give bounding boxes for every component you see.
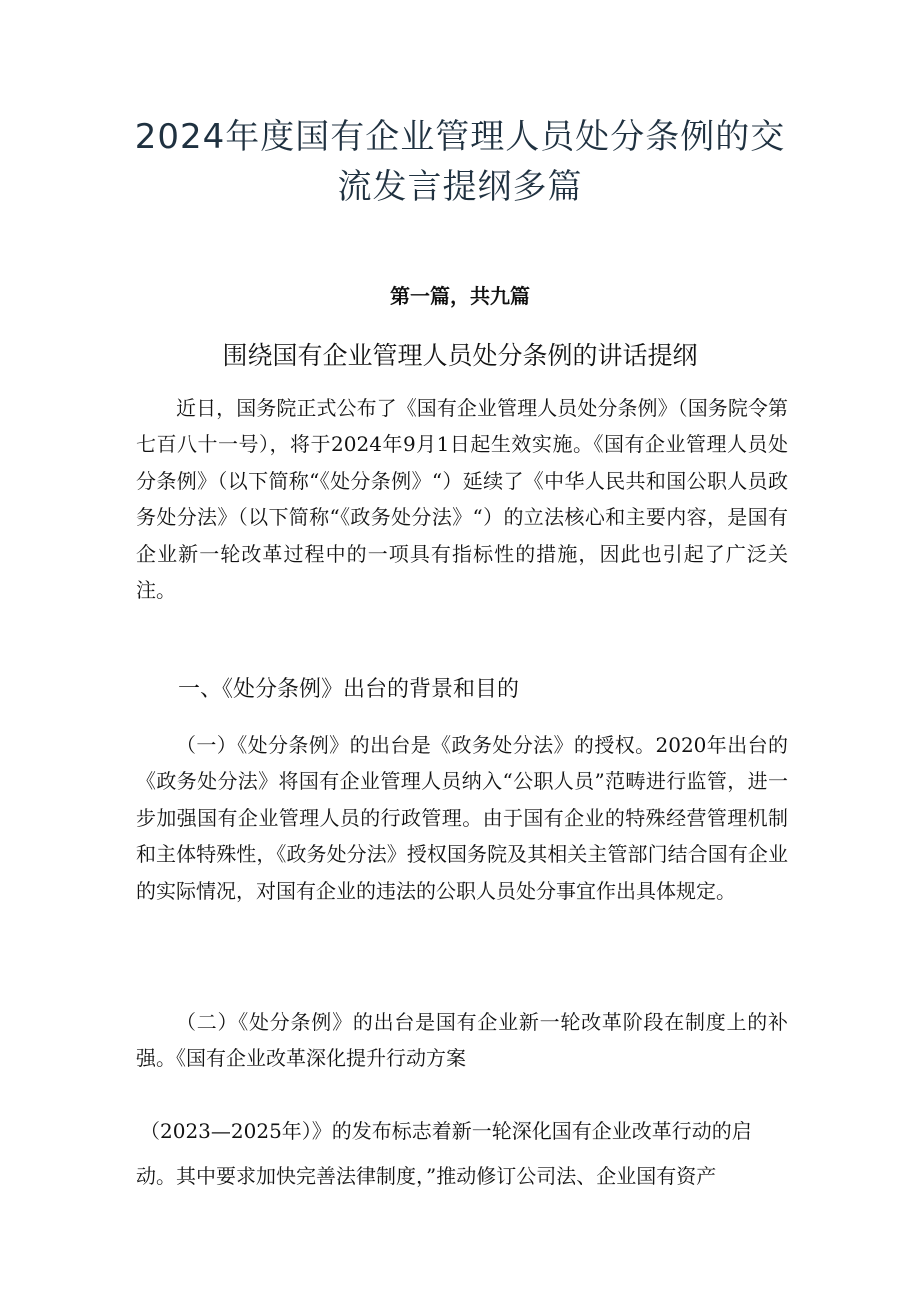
title-line-1: 2024年度国有企业管理人员处分条例的交 [134, 117, 786, 157]
section-subtitle: 围绕国有企业管理人员处分条例的讲话提纲 [222, 341, 698, 370]
paragraph-intro: 近日，国务院正式公布了《国有企业管理人员处分条例》（国务院令第七百八十一号），将于2024年9月1日起生效实施。《国有企业管理人员处分条例》（以下简称“《处分条例》“）延续了《中华人民共和国公职人员政务处分法》（以下简称“《政务处分法》“）的立法核心和主要内容，是国有企业新一轮改革过程中的一项具有指标性的措施，因此也引起了广泛关注。 [136, 396, 788, 603]
title-line-2: 流发言提纲多篇 [337, 167, 583, 207]
part-label: 第一篇，共九篇 [390, 284, 530, 308]
text-line-reform-plan: （2023—2025年）》的发布标志着新一轮深化国有企业改革行动的启 [140, 1119, 752, 1143]
paragraph-reform: （二）《处分条例》的出台是国有企业新一轮改革阶段在制度上的补强。《国有企业改革深化提升行动方案 [136, 1010, 788, 1071]
text-line-legal-system: 动。其中要求加快完善法律制度，”推动修订公司法、企业国有资产 [136, 1164, 717, 1188]
heading-background-purpose: 一、《处分条例》出台的背景和目的 [178, 677, 520, 702]
document-title [120, 112, 800, 212]
paragraph-authorization: （一）《处分条例》的出台是《政务处分法》的授权。2020年出台的《政务处分法》将国有企业管理人员纳入“公职人员”范畴进行监管，进一步加强国有企业管理人员的行政管理。由于国有企业的特殊经营管理机制和主体特殊性，《政务处分法》授权国务院及其相关主管部门结合国有企业的实际情况，对国有企业的违法的公职人员处分事宜作出具体规定。 [136, 733, 788, 903]
